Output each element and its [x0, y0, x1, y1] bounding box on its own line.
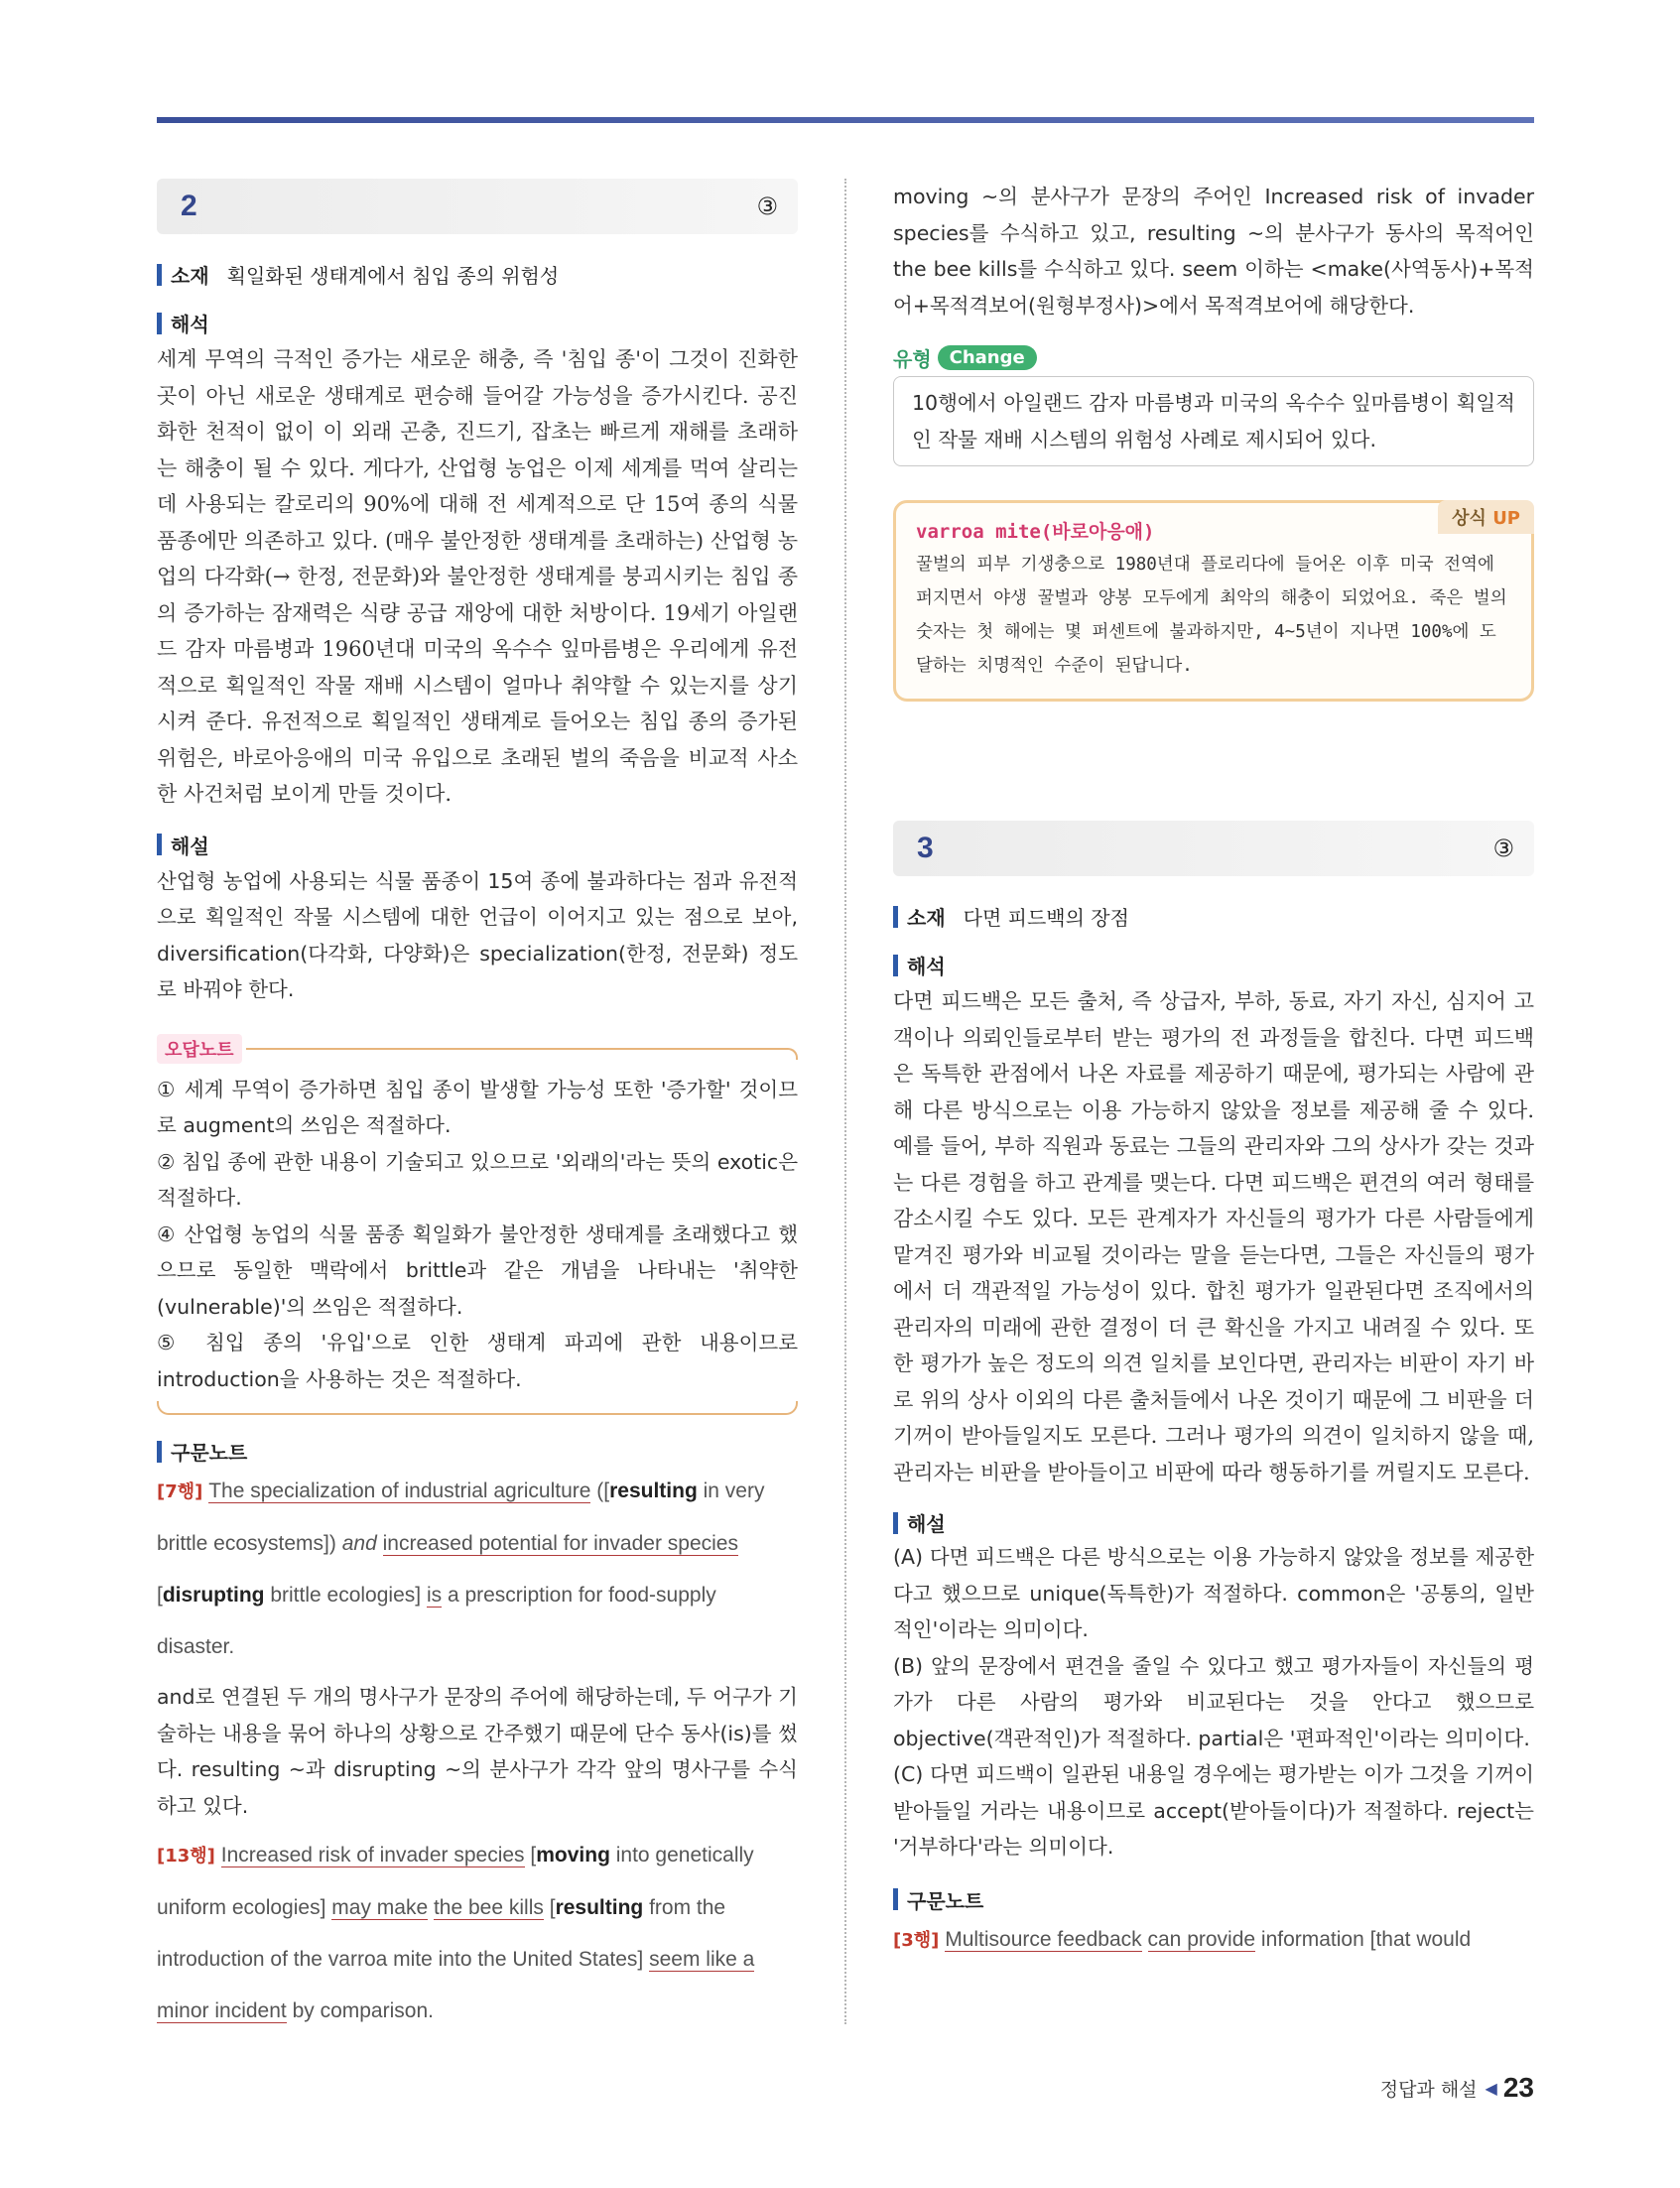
footer-label: 정답과 해설 [1379, 2078, 1478, 2101]
verb: can provide [1147, 1927, 1256, 1951]
gumun-row [157, 1437, 798, 1466]
bracket: ([ [596, 1480, 610, 1502]
page-number: 23 [1502, 2072, 1534, 2103]
label-bar [157, 264, 162, 286]
topic-row [893, 902, 1534, 931]
haeseok-label: 해석 [171, 313, 209, 336]
column-divider [844, 179, 846, 2024]
subject-2: increased potential for invader species [382, 1532, 738, 1555]
syntax-line-3 [893, 1914, 1534, 1967]
syntax-text: a prescription for food-supply disaster. [157, 1584, 716, 1658]
topic-label: 소재 [171, 264, 209, 288]
note-item: ① 세계 무역이 증가하면 침입 종이 발생할 가능성 또한 '증가할' 것이므로 augment의 쓰임은 적절하다. [157, 1077, 798, 1137]
note-frame-bottom [157, 1401, 798, 1415]
question-3-header [893, 821, 1534, 876]
left-column [157, 179, 798, 2037]
participle: resulting [555, 1896, 644, 1919]
question-answer: ③ [1492, 835, 1514, 862]
note-item: ⑤ 침입 종의 '유입'으로 인한 생태계 파괴에 관한 내용이므로 introduction을 사용하는 것은 적절하다. [157, 1331, 798, 1391]
note-item: ④ 산업형 농업의 식물 품종 획일화가 불안정한 생태계를 초래했다고 했으므로 동일한 맥락에서 brittle과 같은 개념을 나타내는 '취약한(vulnerable)'의 쓰임은 적절하다. [157, 1222, 798, 1319]
triangle-left-icon: ◀ [1485, 2078, 1497, 2098]
verb: is [426, 1584, 443, 1607]
explanation-item: (B) 앞의 문장에서 편견을 줄일 수 있다고 했고 평가자들이 자신들의 평가가 다른 사람의 평가와 비교된다는 것을 안다고 했으므로 objective(객관적인)가 적절하다. partial은 '편파적인'이라는 의미이다. [893, 1653, 1534, 1750]
right-column [893, 179, 1534, 1967]
label-bar [893, 1888, 898, 1910]
page-footer [1380, 2072, 1534, 2104]
explanation-item: (C) 다면 피드백이 일관된 내용일 경우에는 평가받는 이가 그것을 기꺼이 받아들일 거라는 내용이므로 accept(받아들이다)가 적절하다. reject는 '거부하다'라는 의미이다. [893, 1762, 1534, 1859]
conjunction: and [341, 1532, 377, 1555]
syntax-text: [that would [1369, 1927, 1472, 1951]
bracket: [ [549, 1896, 556, 1919]
line-tag: [13행] [157, 1846, 215, 1866]
gumun-label: 구문노트 [907, 1888, 984, 1913]
syntax-line-7 [157, 1466, 798, 1673]
subject: Increased risk of invader species [220, 1844, 525, 1866]
type-change-text: 10행에서 아일랜드 감자 마름병과 미국의 옥수수 잎마름병이 획일적인 작물 재배 시스템의 위험성 사례로 제시되어 있다. [912, 391, 1515, 451]
haeseok-label: 해석 [907, 955, 946, 978]
label-bar [157, 834, 162, 855]
common-sense-text: 꿀벌의 피부 기생충으로 1980년대 플로리다에 들어온 이후 미국 전역에 퍼지면서 야생 꿀벌과 양봉 모두에게 최악의 해충이 되었어요. 죽은 벌의 숫자는 첫 해에는 몇 퍼센트에 불과하지만, 4~5년이 지나면 100%에 도달하는 치명적인 수준이 된답니다. [916, 555, 1507, 676]
syntax-explanation: and로 연결된 두 개의 명사구가 문장의 주어에 해당하는데, 두 어구가 기술하는 내용을 묶어 하나의 상황으로 간주했기 때문에 단수 동사(is)를 썼다. resulting ~과 disrupting ~의 분사구가 각각 앞의 명사구를 수식하고 있다. [157, 1685, 798, 1818]
label-bar [157, 1441, 162, 1463]
topic-label: 소재 [907, 906, 946, 930]
bracket: [ [157, 1584, 163, 1607]
change-badge: Change [938, 345, 1037, 370]
note-item: ② 침입 종에 관한 내용이 기술되고 있으므로 '외래의'라는 뜻의 exotic은 적절하다. [157, 1149, 798, 1210]
participle: moving [536, 1844, 610, 1866]
label-bar [893, 906, 898, 928]
type-label: 유형 [893, 347, 932, 371]
wrong-answer-note-label: 오답노트 [157, 1034, 242, 1064]
syntax-text: by comparison. [286, 1999, 434, 2022]
syntax-text: in very brittle ecosystems]) [157, 1480, 765, 1555]
syntax-text: brittle ecologies] [264, 1584, 422, 1607]
syntax-text: from the introduction of the varroa mite into the United States] [157, 1896, 726, 1971]
question-answer: ③ [756, 193, 778, 220]
haeseol-label: 해설 [907, 1512, 946, 1536]
top-rule [157, 117, 1534, 123]
syntax-text: information [1255, 1927, 1370, 1951]
common-sense-section [893, 500, 1534, 702]
note-frame-top [246, 1048, 798, 1060]
haeseol-row [893, 1508, 1534, 1537]
subject-1: The specialization of industrial agriculture [208, 1480, 591, 1502]
syntax-text: into genetically uniform ecologies] [157, 1844, 754, 1919]
question-2-header [157, 179, 798, 234]
verb: may make [331, 1896, 429, 1919]
question-number: 3 [917, 832, 934, 864]
tab-up: UP [1492, 508, 1520, 529]
topic-text: 다면 피드백의 장점 [963, 906, 1129, 930]
line-tag: [3행] [893, 1929, 940, 1951]
explanation-item: (A) 다면 피드백은 다른 방식으로는 이용 가능하지 않았을 정보를 제공한다고 했으므로 unique(독특한)가 적절하다. common은 '공통의, 일반적인'이라는 의미이다. [893, 1545, 1534, 1641]
haeseok-row [157, 309, 798, 337]
topic-text: 획일화된 생태계에서 침입 종의 위험성 [226, 264, 560, 288]
type-change-box [893, 376, 1534, 466]
participle: disrupting [162, 1584, 265, 1607]
explanation-text: 산업형 농업에 사용되는 식물 품종이 15여 종에 불과하다는 점과 유전적으로 획일적인 작물 시스템에 대한 언급이 이어지고 있는 점으로 보아, diversification(다각화, 다양화)은 specialization(한정, 전문화) 정도로 바꿔야 한다. [157, 868, 798, 1001]
gumun-row [893, 1885, 1534, 1914]
question-number: 2 [181, 190, 197, 222]
label-bar [157, 313, 162, 334]
wrong-answer-note [157, 1034, 798, 1416]
common-sense-title: varroa mite(바로아응애) [916, 521, 1155, 543]
haeseol-row [157, 831, 798, 859]
participle: resulting [609, 1480, 698, 1502]
haeseol-label: 해설 [171, 834, 209, 858]
haeseok-row [893, 951, 1534, 979]
topic-row [157, 260, 798, 289]
tab-label: 상식 [1452, 508, 1486, 529]
object: the bee kills [433, 1896, 544, 1919]
line-tag: [7행] [157, 1481, 203, 1502]
subject: Multisource feedback [945, 1927, 1142, 1951]
gumun-label: 구문노트 [171, 1441, 248, 1465]
translation-text: 세계 무역의 극적인 증가는 새로운 해충, 즉 '침입 종'이 그것이 진화한 곳이 아닌 새로운 생태계로 편승해 들어갈 가능성을 증가시킨다. 공진화한 천적이 없이 이 외래 곤충, 진드기, 잡초는 빠르게 재해를 초래하는 해충이 될 수 있다. 게다가, 산업형 농업은 이제 세계를 먹여 살리는 데 사용되는 칼로리의 90%에 대해 전 세계적으로 단 15여 종의 식물 품종에만 의존하고 있다. (매우 불안정한 생태계를 초래하는) 산업형 농업의 다각화(→ 한정, 전문화)와 불안정한 생태계를 붕괴시키는 침입 종의 증가하는 잠재력은 식량 공급 재앙에 대한 처방이다. 19세기 아일랜드 감자 마름병과 1960년대 미국의 옥수수 잎마름병은 우리에게 유전적으로 획일적인 작물 재배 시스템이 얼마나 취약할 수 있는지를 상기시켜 준다. 유전적으로 획일적인 생태계로 들어오는 침입 종의 증가된 위험은, 바로아응애의 미국 유입으로 초래된 벌의 죽음을 비교적 사소한 사건처럼 보이게 만들 것이다. [157, 347, 798, 806]
type-change-header [893, 343, 1534, 372]
translation-text: 다면 피드백은 모든 출처, 즉 상급자, 부하, 동료, 자기 자신, 심지어 고객이나 의뢰인들로부터 받는 평가의 전 과정들을 합친다. 다면 피드백은 독특한 관점에서 나온 자료를 제공하기 때문에, 평가되는 사람에 관해 다른 방식으로는 이용 가능하지 않았을 정보를 제공해 줄 수 있다. 예를 들어, 부하 직원과 동료는 그들의 관리자와 그의 상사가 갖는 것과는 다른 경험을 하고 관계를 맺는다. 다면 피드백은 편견의 여러 형태를 감소시킬 수도 있다. 모든 관계자가 자신들의 평가가 다른 사람들에게 맡겨진 평가와 비교될 것이라는 말을 듣는다면, 그들은 자신들의 평가에서 더 객관적일 가능성이 있다. 합친 평가가 일관된다면 조직에서의 관리자의 미래에 관한 결정이 더 큰 확신을 가지고 내려질 수 있다. 또한 평가가 높은 정도의 의견 일치를 보인다면, 관리자는 비판이 자기 바로 위의 상사 이외의 다른 출처들에서 나온 것이기 때문에 그 비판을 더 기꺼이 받아들일지도 모른다. 그러나 평가의 의견이 일치하지 않을 때, 관리자는 비판을 받아들이고 비판에 따라 행동하기를 꺼릴지도 모른다. [893, 989, 1534, 1484]
syntax-line-13 [157, 1830, 798, 2037]
common-sense-tab [1438, 500, 1534, 534]
label-bar [893, 955, 898, 976]
syntax-explanation: moving ~의 분사구가 문장의 주어인 Increased risk of invader species를 수식하고 있고, resulting ~의 분사구가 동사의 목적어인 the bee kills를 수식하고 있다. seem 이하는 <make(사역동사)+목적어+목적격보어(원형부정사)>에서 목적격보어에 해당한다. [893, 185, 1534, 318]
object-complement: seem like a minor incident [157, 1948, 755, 2022]
label-bar [893, 1512, 898, 1534]
bracket: [ [530, 1844, 537, 1866]
